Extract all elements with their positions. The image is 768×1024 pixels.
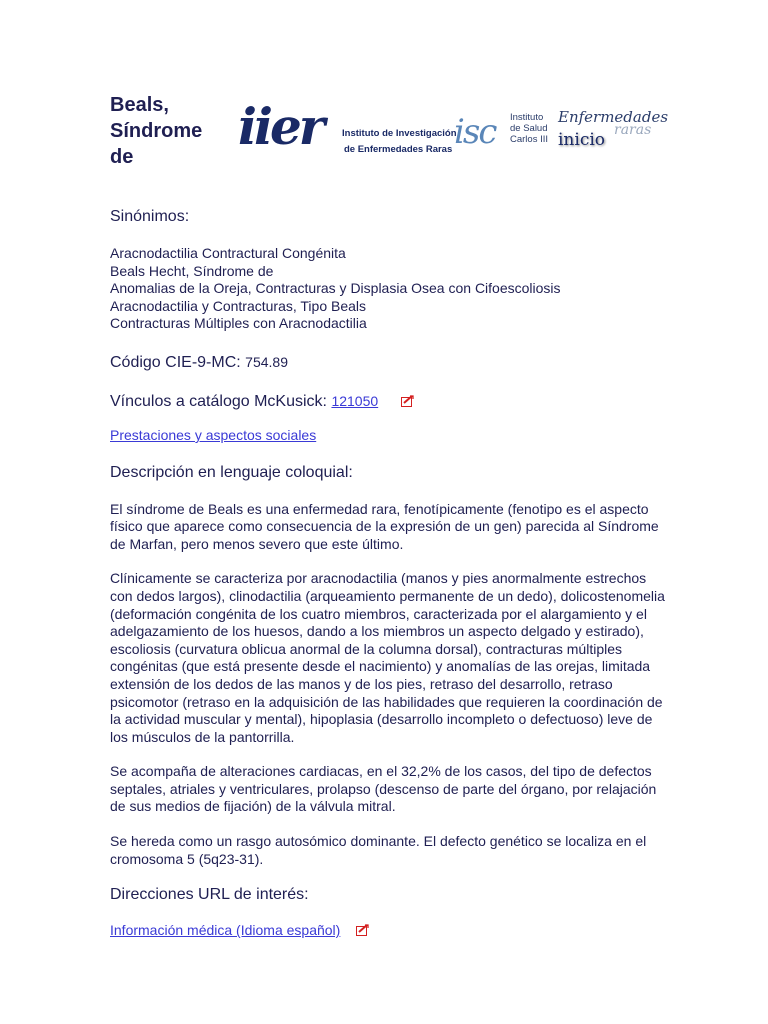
synonym-item: Beals Hecht, Síndrome de: [110, 262, 274, 279]
synonym-item: Aracnodactilia y Contracturas, Tipo Beals: [110, 297, 367, 314]
social-row: [110, 427, 670, 445]
cie-label: Código CIE-9-MC:: [110, 353, 241, 371]
social-aspects-link[interactable]: Prestaciones y aspectos sociales: [110, 426, 317, 443]
cie-value: 754.89: [245, 353, 288, 370]
urls-heading: Direcciones URL de interés:: [110, 886, 309, 904]
mckusick-label: Vínculos a catálogo McKusick:: [110, 392, 327, 410]
urls-row: [110, 922, 670, 940]
iier-text-line2: de Enfermedades Raras: [344, 144, 453, 155]
pdf-icon[interactable]: [401, 395, 414, 407]
iier-text-line1: Instituto de Investigación: [342, 128, 457, 139]
synonym-item: Contracturas Múltiples con Aracnodactilia: [110, 315, 367, 332]
isc-logo-text: [510, 112, 548, 145]
isc-text-line2: de Salud: [510, 123, 548, 134]
synonym-item: Anomalias de la Oreja, Contracturas y Displasia Osea con Cifoescoliosis: [110, 280, 561, 297]
iier-logo: iier: [238, 97, 323, 156]
iier-logo-text: [342, 126, 457, 158]
mckusick-link[interactable]: 121050: [331, 392, 379, 409]
cie-code: [110, 352, 670, 373]
er-logo-top: Enfermedades: [558, 108, 669, 126]
medical-info-link[interactable]: Información médica (Idioma español): [110, 922, 341, 939]
mckusick-row: [110, 391, 670, 412]
isc-text-line1: Instituto: [510, 112, 544, 123]
description-paragraph: Se acompaña de alteraciones cardiacas, en el 32,2% de los casos, del tipo de defectos septales, atriales y ventriculares, prolapso (descenso de parte del órgano, por relajación de sus medios de fijación) de la válvula mitral.: [110, 763, 657, 815]
description-paragraph: El síndrome de Beals es una enfermedad rara, fenotípicamente (fenotipo es el aspecto físico que aparece como consecuencia de la expresión de un gen) parecida al Síndrome de Marfan, pero menos severo que este último.: [110, 500, 659, 552]
logo-banner: [238, 98, 668, 168]
description-paragraph: Se hereda como un rasgo autosómico dominante. El defecto genético se localiza en el cromosoma 5 (5q23-31).: [110, 833, 647, 867]
isc-logo: isc: [454, 112, 496, 152]
er-logo-raras: raras: [614, 122, 652, 138]
description-paragraph: Clínicamente se caracteriza por aracnodactilia (manos y pies anormalmente estrechos con dedos largos), clinodactilia (arqueamiento permanente de un dedo), dolicostenomelia (deformación congénita de los cuatro miembros, caracterizada por el alargamiento y el adelgazamiento de los huesos, dando a los miembros un aspecto delgado y estirado), escoliosis (curvatura oblicua anormal de la columna dorsal), contracturas múltiples congénitas (que está presente desde el nacimiento) y anomalías de las orejas, limitada extensión de los dedos de las manos y de los pies, retraso del desarrollo, retraso psicomotor (retraso en la adquisición de las habilidades que requieren la coordinación de la actividad muscular y mental), hipoplasia (desarrollo incompleto o defectuoso) leve de los músculos de la pantorrilla.: [110, 570, 665, 745]
pdf-icon[interactable]: [356, 924, 369, 936]
enfermedades-raras-inicio-logo[interactable]: [558, 106, 669, 160]
page-title: Beals, Síndrome de: [110, 94, 203, 168]
main-content: [110, 207, 670, 940]
synonyms-heading: Sinónimos:: [110, 208, 190, 225]
synonym-item: Aracnodactilia Contractural Congénita: [110, 245, 346, 261]
description-heading: Descripción en lenguaje coloquial:: [110, 463, 353, 481]
inicio-link[interactable]: inicio: [558, 130, 606, 150]
synonyms-list: [110, 245, 670, 333]
isc-text-line3: Carlos III: [510, 134, 549, 145]
